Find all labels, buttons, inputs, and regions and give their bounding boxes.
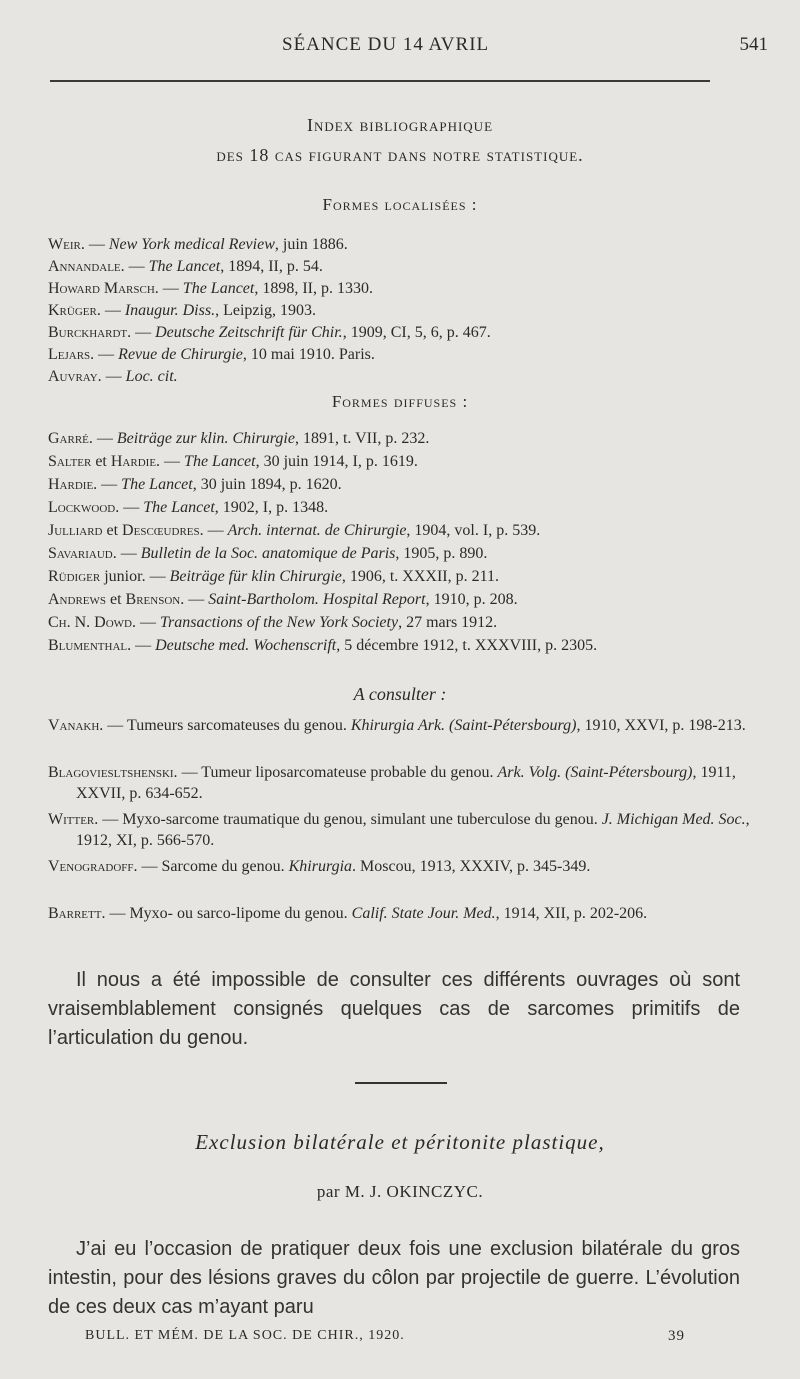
section-separator (355, 1082, 447, 1084)
running-head (0, 34, 800, 64)
reference-entry: Savariaud. — Bulletin de la Soc. anatomique de Paris, 1905, p. 890. (48, 545, 488, 562)
footer-journal: BULL. ET MÉM. DE LA SOC. DE CHIR., 1920. (85, 1328, 405, 1343)
reference-entry: Burckhardt. — Deutsche Zeitschrift für Chir., 1909, CI, 5, 6, p. 467. (48, 324, 491, 341)
page-footer (85, 1328, 685, 1350)
reference-entry: Blagovieslтshenski. — Tumeur liposarcomateuse probable du genou. Ark. Volg. (Saint-Pétersbourg), 1911, XXVII, p. 634-652. (48, 764, 736, 802)
reference-entry: Weir. — New York medical Review, juin 1886. (48, 236, 348, 253)
article-byline: par M. J. OKINCZYC. (316, 1182, 484, 1201)
reference-entry: Annandale. — The Lancet, 1894, II, p. 54. (48, 258, 323, 275)
section-title-diffuses: Formes diffuses : (331, 392, 469, 411)
reference-entry: Andrews et Brenson. — Saint-Bartholom. Hospital Report, 1910, p. 208. (48, 591, 518, 608)
index-title-line1: Index bibliographique (306, 115, 494, 135)
reference-entry: Salter et Hardie. — The Lancet, 30 juin 1914, I, p. 1619. (48, 453, 418, 470)
reference-entry: Howard Marsch. — The Lancet, 1898, II, p. 1330. (48, 280, 373, 297)
signature-mark: 39 (668, 1328, 685, 1344)
reference-entry: Lockwood. — The Lancet, 1902, I, p. 1348. (48, 499, 329, 516)
reference-entry: Garré. — Beiträge zur klin. Chirurgie, 1891, t. VII, p. 232. (48, 430, 430, 447)
reference-entry: Blumenthal. — Deutsche med. Wochenscrift, 5 décembre 1912, t. XXXVIII, p. 2305. (48, 637, 598, 654)
reference-entry: Venogradoff. — Sarcome du genou. Khirurgia. Moscou, 1913, XXXIV, p. 345-349. (48, 858, 591, 875)
reference-entry: Rüdiger junior. — Beiträge für klin Chirurgie, 1906, t. XXXII, p. 211. (48, 568, 500, 585)
article-title: Exclusion bilatérale et péritonite plastique, (195, 1130, 605, 1154)
reference-entry: Julliard et Descœudres. — Arch. internat. de Chirurgie, 1904, vol. I, p. 539. (48, 522, 541, 539)
header-rule (50, 80, 710, 82)
reference-entry: Lejars. — Revue de Chirurgie, 10 mai 1910. Paris. (48, 346, 375, 363)
reference-entry: Vanakh. — Tumeurs sarcomateuses du genou. Khirurgia Ark. (Saint-Pétersbourg), 1910, XXVI, p. 198-213. (48, 717, 746, 734)
running-head-title: SÉANCE DU 14 AVRIL (282, 34, 490, 55)
reference-entry: Witter. — Myxo-sarcome traumatique du genou, simulant une tuberculose du genou. J. Michigan Med. Soc., 1912, XI, p. 566-570. (48, 811, 750, 849)
conclusion-paragraph: Il nous a été impossible de consulter ces différents ouvrages où sont vraisemblablement consignés quelques cas de sarcomes primitifs de l’articulation du genou. (48, 969, 740, 1049)
section-title-localisees: Formes localisées : (322, 195, 478, 214)
reference-entry: Hardie. — The Lancet, 30 juin 1894, p. 1620. (48, 476, 342, 493)
page-number: 541 (739, 34, 768, 55)
article-paragraph: J’ai eu l’occasion de pratiquer deux fois une exclusion bilatérale du gros intestin, pour des lésions graves du côlon par projectile de guerre. L’évolution de ces deux cas m’ayant paru (48, 1238, 740, 1318)
reference-entry: Auvray. — Loc. cit. (48, 368, 178, 385)
reference-entry: Krüger. — Inaugur. Diss., Leipzig, 1903. (48, 302, 316, 319)
reference-entry: Barrett. — Myxo- ou sarco-lipome du genou. Calif. State Jour. Med., 1914, XII, p. 202-206. (48, 905, 648, 922)
section-title-consulter: A consulter : (353, 684, 447, 704)
index-title-line2: des 18 cas figurant dans notre statistique. (216, 145, 584, 165)
reference-entry: Ch. N. Dowd. — Transactions of the New York Society, 27 mars 1912. (48, 614, 498, 631)
